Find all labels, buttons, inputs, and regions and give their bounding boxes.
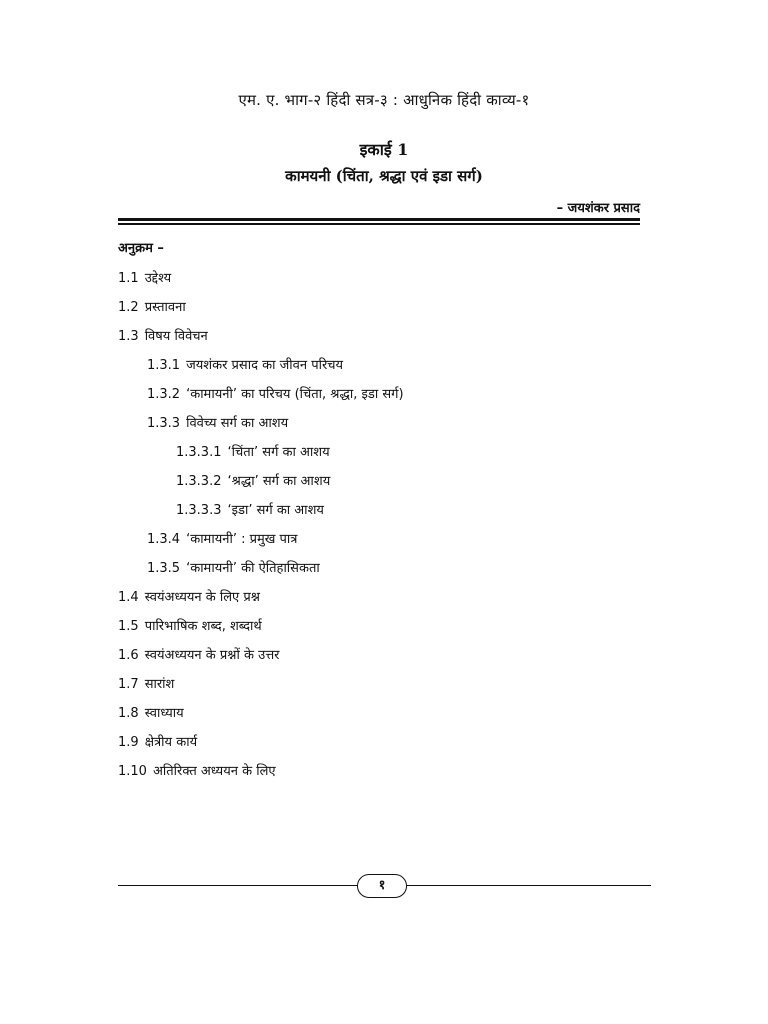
author-name: – जयशंकर प्रसाद <box>556 201 640 216</box>
toc-heading: अनुक्रम – <box>118 241 164 256</box>
toc-item <box>147 529 297 547</box>
toc-item-number: 1.3.3.2 <box>176 474 222 489</box>
toc-item-text: स्वयंअध्ययन के लिए प्रश्न <box>144 590 260 605</box>
toc-item-text: विवेच्य सर्ग का आशय <box>186 416 289 431</box>
toc-item-number: 1.3.3.3 <box>176 503 222 518</box>
toc-item-text: ‘इडा’ सर्ग का आशय <box>227 503 324 518</box>
toc-item-number: 1.3.5 <box>147 561 181 576</box>
toc-item-number: 1.9 <box>118 735 139 750</box>
toc-item-number: 1.3.3.1 <box>176 445 222 460</box>
toc-item-number: 1.6 <box>118 648 139 663</box>
toc-item-text: ‘कामायनी’ का परिचय (चिंता, श्रद्धा, इडा सर्ग) <box>186 387 404 402</box>
toc-item-text: स्वयंअध्ययन के प्रश्नों के उत्तर <box>144 648 280 663</box>
unit-label: इकाई 1 <box>359 140 409 159</box>
toc-item <box>147 384 404 402</box>
page-number: १ <box>357 874 407 898</box>
chapter-title: कामयनी (चिंता, श्रद्धा एवं इडा सर्ग) <box>285 167 483 185</box>
toc-item-text: ‘श्रद्धा’ सर्ग का आशय <box>227 474 331 489</box>
course-header: एम. ए. भाग-२ हिंदी सत्र-३ : आधुनिक हिंदी काव्य-१ <box>238 91 530 109</box>
toc-item <box>176 500 324 518</box>
toc-item-number: 1.2 <box>118 300 139 315</box>
toc-item-number: 1.3 <box>118 329 139 344</box>
toc-item-number: 1.4 <box>118 590 139 605</box>
toc-item <box>118 297 186 315</box>
toc-item <box>118 587 260 605</box>
toc-item <box>118 616 262 634</box>
toc-item <box>118 732 197 750</box>
title-divider <box>118 218 640 225</box>
toc-item-number: 1.1 <box>118 271 139 286</box>
toc-item-text: अतिरिक्त अध्ययन के लिए <box>152 764 276 779</box>
toc-item <box>147 413 288 431</box>
toc-item <box>118 761 276 779</box>
toc-item <box>176 471 330 489</box>
toc-item-number: 1.8 <box>118 706 139 721</box>
toc-item <box>147 355 343 373</box>
toc-item-text: क्षेत्रीय कार्य <box>144 735 198 750</box>
toc-item-text: प्रस्तावना <box>144 300 186 315</box>
toc-item <box>176 442 330 460</box>
toc-item-text: स्वाध्याय <box>144 706 184 721</box>
toc-item-number: 1.5 <box>118 619 139 634</box>
toc-item-text: पारिभाषिक शब्द, शब्दार्थ <box>144 619 262 634</box>
toc-item <box>118 703 184 721</box>
toc-item <box>118 326 208 344</box>
toc-item-text: ‘कामायनी’ की ऐतिहासिकता <box>186 561 320 576</box>
toc-item-text: विषय विवेचन <box>144 329 208 344</box>
toc-item-number: 1.10 <box>118 764 147 779</box>
toc-item-number: 1.7 <box>118 677 139 692</box>
toc-item-text: ‘कामायनी’ : प्रमुख पात्र <box>186 532 298 547</box>
toc-item-text: ‘चिंता’ सर्ग का आशय <box>227 445 330 460</box>
toc-item <box>118 645 280 663</box>
toc-item-text: जयशंकर प्रसाद का जीवन परिचय <box>186 358 344 373</box>
toc-item <box>118 268 171 286</box>
toc-item <box>118 674 174 692</box>
toc-item-text: उद्देश्य <box>144 271 172 286</box>
toc-item-text: सारांश <box>144 677 175 692</box>
toc-item-number: 1.3.2 <box>147 387 181 402</box>
toc-item <box>147 558 320 576</box>
toc-item-number: 1.3.4 <box>147 532 181 547</box>
toc-item-number: 1.3.1 <box>147 358 181 373</box>
toc-item-number: 1.3.3 <box>147 416 181 431</box>
